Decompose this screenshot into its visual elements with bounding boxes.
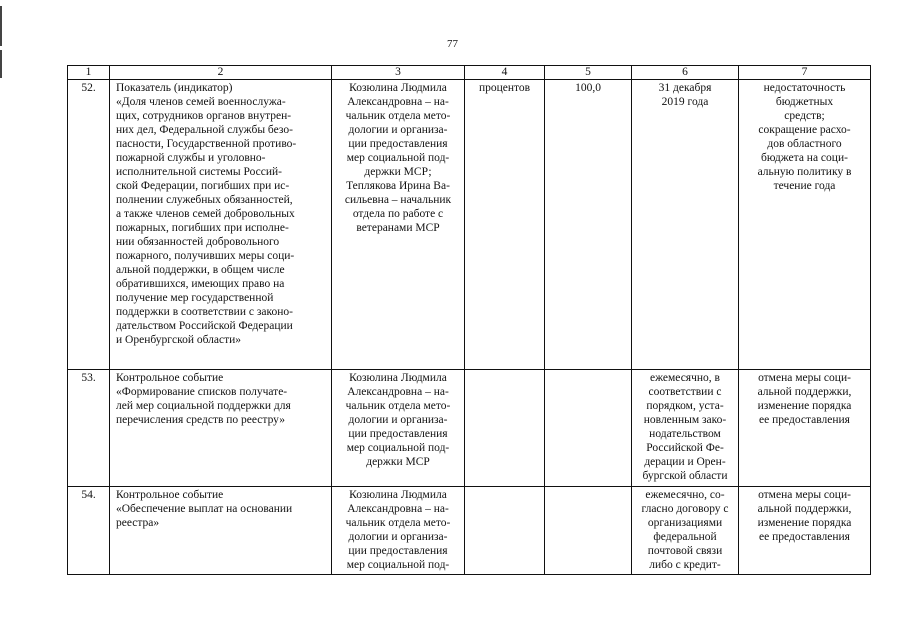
row-deadline: 31 декабря 2019 года <box>632 80 739 370</box>
scan-edge-mark-bottom <box>0 50 2 78</box>
row-unit <box>465 487 545 575</box>
column-header-1: 1 <box>68 66 110 80</box>
row-number: 52. <box>68 80 110 370</box>
row-risks: недостаточность бюджетных средств; сокращение расхо- дов областного бюджета на соци- альную политику в течение года <box>739 80 871 370</box>
table-row <box>68 80 871 370</box>
row-description: Контрольное событие «Обеспечение выплат на основании реестра» <box>110 487 332 575</box>
table-row <box>68 487 871 575</box>
column-header-2: 2 <box>110 66 332 80</box>
column-header-3: 3 <box>332 66 465 80</box>
row-responsible: Козюлина Людмила Александровна – на- чальник отдела мето- дологии и организа- ции предоставления мер социальной под- держки МСР; Теплякова Ирина Ва- сильевна – начальник отдела по работе с ветеранами МСР <box>332 80 465 370</box>
column-header-7: 7 <box>739 66 871 80</box>
row-unit <box>465 370 545 487</box>
table-row <box>68 370 871 487</box>
plan-table <box>67 65 871 575</box>
column-header-6: 6 <box>632 66 739 80</box>
row-deadline: ежемесячно, со- гласно договору с организациями федеральной почтовой связи либо с кредит- <box>632 487 739 575</box>
row-deadline: ежемесячно, в соответствии с порядком, уста- новленным зако- нодательством Российской Фе- дерации и Орен- бургской области <box>632 370 739 487</box>
row-responsible: Козюлина Людмила Александровна – на- чальник отдела мето- дологии и организа- ции предоставления мер социальной под- держки МСР <box>332 370 465 487</box>
page-number: 77 <box>447 38 458 50</box>
row-risks: отмена меры соци- альной поддержки, изменение порядка ее предоставления <box>739 487 871 575</box>
row-number: 53. <box>68 370 110 487</box>
row-number: 54. <box>68 487 110 575</box>
row-description: Контрольное событие «Формирование списков получате- лей мер социальной поддержки для перечисления средств по реестру» <box>110 370 332 487</box>
column-header-5: 5 <box>545 66 632 80</box>
row-value <box>545 370 632 487</box>
row-responsible: Козюлина Людмила Александровна – на- чальник отдела мето- дологии и организа- ции предоставления мер социальной под- <box>332 487 465 575</box>
column-header-4: 4 <box>465 66 545 80</box>
row-description: Показатель (индикатор) «Доля членов семей военнослужа- щих, сотрудников органов внутрен- них дел, Федеральной службы безо- пасности, Государственной противо- пожарной службы и уголовно- исполнительной системы Россий- ской Федерации, погибших при ис- полнении служебных обязанностей, а также членов семей добровольных пожарных, погибших при исполне- нии обязанностей добровольного пожарного, получивших меры соци- альной поддержки, в общем числе обратившихся, имеющих право на получение мер государственной поддержки в соответствии с законо- дательством Российской Федерации и Оренбургской области» <box>110 80 332 370</box>
row-risks: отмена меры соци- альной поддержки, изменение порядка ее предоставления <box>739 370 871 487</box>
row-unit: процентов <box>465 80 545 370</box>
header-row <box>68 66 871 80</box>
row-value: 100,0 <box>545 80 632 370</box>
row-value <box>545 487 632 575</box>
